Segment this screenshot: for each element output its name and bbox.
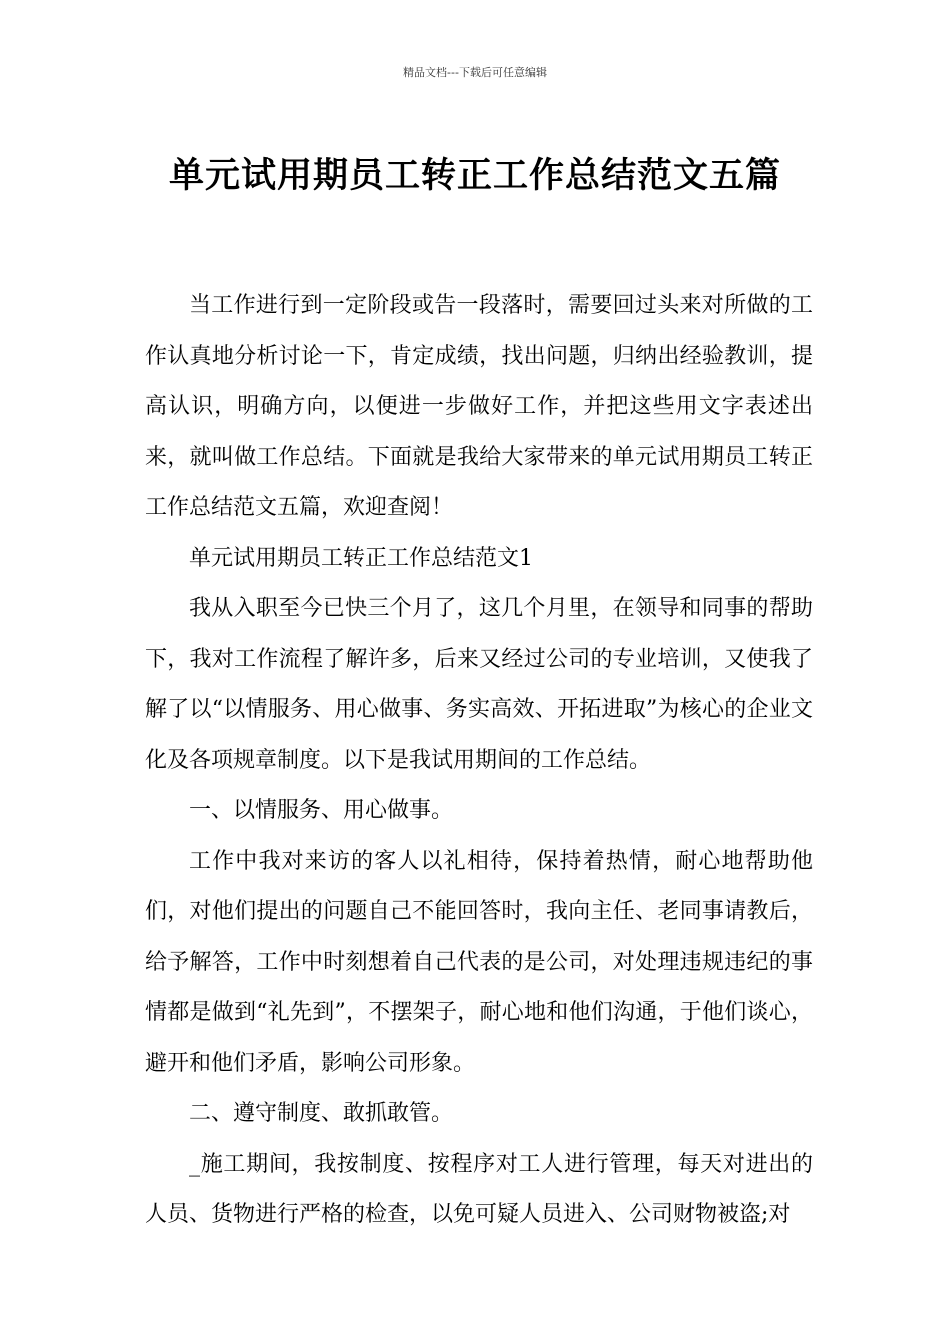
section-heading: 单元试用期员工转正工作总结范文1 xyxy=(189,545,533,571)
paragraph: 我从入职至今已快三个月了，这几个月里，在领导和同事的帮助下，我对工作流程了解许多，后来又经过公司的专业培训，又使我了解了以“以情服务、用心做事、务实高效、开拓进取”为核心的企业文化及各项规章制度。以下是我试用期间的工作总结。 xyxy=(145,596,813,773)
subheading: 二、遵守制度、敢抓敢管。 xyxy=(189,1101,454,1126)
document-title: 单元试用期员工转正工作总结范文五篇 xyxy=(168,156,781,197)
paragraph: 工作中我对来访的客人以礼相待，保持着热情，耐心地帮助他们，对他们提出的问题自己不能回答时，我向主任、老同事请教后，给予解答，工作中时刻想着自己代表的是公司，对处理违规违纪的事情都是做到“礼先到”，不摆架子，耐心地和他们沟通，于他们谈心，避开和他们矛盾，影响公司形象。 xyxy=(145,848,813,1076)
paragraph: _施工期间，我按制度、按程序对工人进行管理，每天对进出的人员、货物进行严格的检查，以免可疑人员进入、公司财物被盗;对 xyxy=(145,1151,813,1227)
page-header: 精品文档---下载后可任意编辑 xyxy=(403,66,547,79)
subheading: 一、以情服务、用心做事。 xyxy=(189,798,454,823)
paragraph-intro: 当工作进行到一定阶段或告一段落时，需要回过头来对所做的工作认真地分析讨论一下，肯定成绩，找出问题，归纳出经验教训，提高认识，明确方向，以便进一步做好工作，并把这些用文字表述出来，就叫做工作总结。下面就是我给大家带来的单元试用期员工转正工作总结范文五篇，欢迎查阅！ xyxy=(145,293,813,520)
document-body xyxy=(145,281,813,1241)
